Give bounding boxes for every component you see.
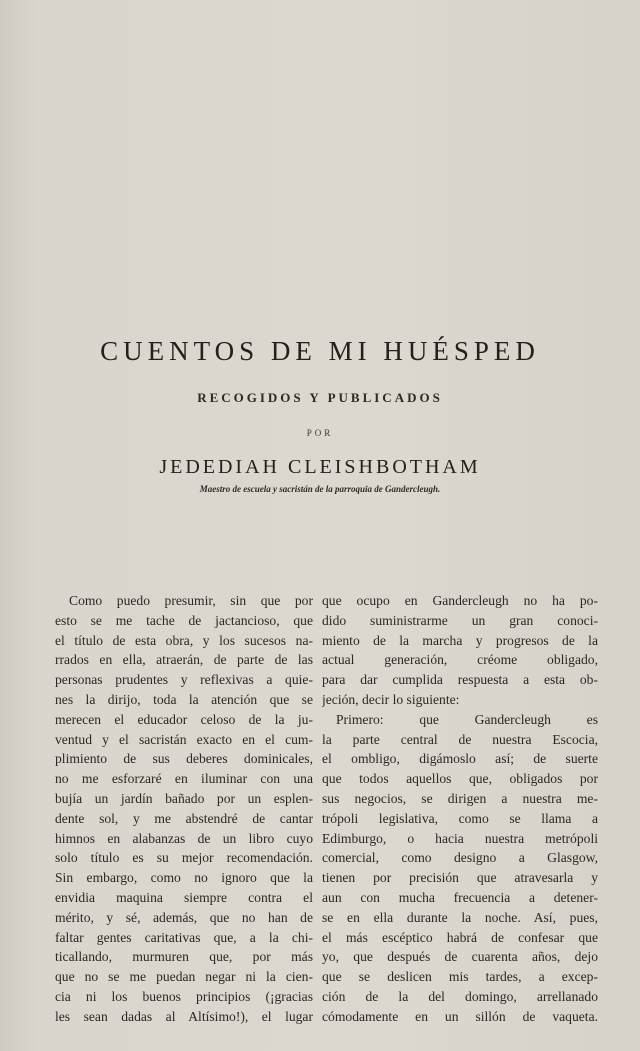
text-line: personas prudentes y reflexivas a quie- <box>55 672 313 688</box>
text-line: solo título es su mejor recomendación. <box>55 850 313 866</box>
story-title: CUENTOS DE MI HUÉSPED <box>100 336 540 366</box>
text-line: cómodamente en un sillón de vaqueta. <box>322 1008 598 1024</box>
text-line: que se deslicen mis tardes, a excep- <box>322 969 598 985</box>
author-description: Maestro de escuela y sacristán de la parroquia de Gandercleugh. <box>199 484 441 494</box>
text-line: Primero: que Gandercleugh es <box>336 711 598 727</box>
text-line: yo, que después de cuarenta años, dejo <box>322 949 598 965</box>
text-line: Edimburgo, o hacia nuestra metrópoli <box>322 830 598 846</box>
text-line: himnos en alabanzas de un libro cuyo <box>55 830 313 846</box>
text-line: dido suministrarme un gran conoci- <box>322 612 598 628</box>
text-line: jeción, decir lo siguiente: <box>322 691 460 707</box>
text-column-left <box>55 591 313 1027</box>
by-label: POR <box>306 428 334 438</box>
text-line: se en ella durante la noche. Así, pues, <box>322 909 598 925</box>
text-line: el más escéptico habrá de confesar que <box>322 929 598 945</box>
text-line: miento de la marcha y progresos de la <box>322 632 598 648</box>
text-line: cia ni los buenos principios (¡gracias <box>55 988 313 1004</box>
text-line: para dar cumplida respuesta a esta ob- <box>322 672 598 688</box>
text-line: la parte central de nuestra Escocia, <box>322 731 598 747</box>
text-line: envidia maquina siempre contra el <box>55 889 313 905</box>
text-line: bujía un jardín bañado por un esplen- <box>55 790 313 806</box>
text-line: plimiento de sus deberes dominicales, <box>55 751 313 767</box>
text-line: no me esforzaré en iluminar con una <box>55 771 313 787</box>
story-subtitle: RECOGIDOS Y PUBLICADOS <box>197 390 443 405</box>
text-line: rrados en ella, atraerán, de parte de las <box>55 652 313 668</box>
text-line: que no se me puedan negar ni la cien- <box>55 969 313 985</box>
text-line: Sin embargo, como no ignoro que la <box>55 870 313 886</box>
text-line: trópoli legislativa, como se llama a <box>322 810 598 826</box>
author-name: JEDEDIAH CLEISHBOTHAM <box>159 456 481 478</box>
text-line: nes la dirijo, toda la atención que se <box>55 691 313 707</box>
text-line: ticallando, murmuren que, por más <box>55 949 313 965</box>
text-line: faltar gentes caritativas que, a la chi- <box>55 929 313 945</box>
text-line: comercial, como designo a Glasgow, <box>322 850 598 866</box>
text-line: Como puedo presumir, sin que por <box>69 593 313 608</box>
text-line: el título de esta obra, y los sucesos na- <box>55 632 313 648</box>
text-line: dente sol, y me abstendré de cantar <box>55 810 313 826</box>
text-line: sus negocios, se dirigen a nuestra me- <box>322 790 598 806</box>
text-column-right <box>322 591 598 1027</box>
text-line: les sean dadas al Altísimo!), el lugar <box>55 1008 313 1024</box>
text-line: el ombligo, digámoslo así; de suerte <box>322 751 598 767</box>
text-line: mérito, y sé, además, que no han de <box>55 909 313 925</box>
text-line: ción de la del domingo, arrellanado <box>322 988 598 1004</box>
text-line: aun con mucha frecuencia a detener- <box>322 889 598 905</box>
text-line: esto se me tache de jactancioso, que <box>55 612 313 628</box>
text-line: que ocupo en Gandercleugh no ha po- <box>322 593 598 608</box>
text-line: merecen el educador celoso de la ju- <box>55 711 313 727</box>
text-line: tienen por precisión que atravesarla y <box>322 870 598 886</box>
text-line: ventud y el sacristán exacto en el cum- <box>55 731 313 747</box>
text-line: que todos aquellos que, obligados por <box>322 771 598 787</box>
text-line: actual generación, créome obligado, <box>322 652 598 668</box>
